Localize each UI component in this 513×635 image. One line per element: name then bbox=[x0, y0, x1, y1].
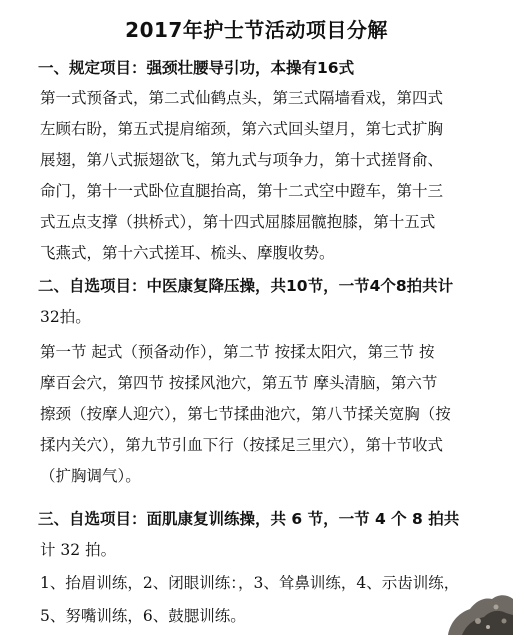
section-3-heading: 三、自选项目：面肌康复训练操，共 6 节，一节 4 个 8 拍共 bbox=[38, 510, 460, 528]
section-1-line-3: 展翅，第八式振翅欲飞，第九式与项争力，第十式搓肾俞、 bbox=[40, 151, 444, 169]
section-2-line-5: （扩胸调气）。 bbox=[40, 467, 141, 485]
section-2-line-2: 摩百会穴，第四节 按揉风池穴，第五节 摩头清脑，第六节 bbox=[40, 374, 438, 392]
section-3-line-1: 1、抬眉训练，2、闭眼训练：，3、耸鼻训练，4、示齿训练， bbox=[40, 574, 460, 592]
section-3-line-2: 5、努嘴训练，6、鼓腮训练。 bbox=[40, 607, 246, 625]
section-1-line-2: 左顾右盼，第五式提肩缩颈，第六式回头望月，第七式扩胸 bbox=[40, 120, 444, 138]
document-title: 2017年护士节活动项目分解 bbox=[125, 18, 388, 42]
section-2-heading: 二、自选项目：中医康复降压操，共10节，一节4个8拍共计 bbox=[38, 277, 454, 295]
section-1-line-4: 命门，第十一式卧位直腿抬高，第十二式空中蹬车，第十三 bbox=[40, 182, 444, 200]
section-1-heading: 一、规定项目：强颈壮腰导引功，本操有16式 bbox=[38, 59, 355, 77]
section-1-line-6: 飞燕式，第十六式搓耳、梳头、摩腹收势。 bbox=[40, 244, 335, 262]
section-1-line-5: 式五点支撑（拱桥式），第十四式屈膝屈髋抱膝，第十五式 bbox=[40, 213, 436, 231]
section-2-line-3: 擦颈（按摩人迎穴），第七节揉曲池穴，第八节揉关宽胸（按 bbox=[40, 405, 451, 423]
section-2-heading-cont: 32拍。 bbox=[40, 308, 91, 326]
section-1-line-1: 第一式预备式，第二式仙鹤点头，第三式隔墙看戏，第四式 bbox=[40, 89, 444, 107]
section-2-line-4: 揉内关穴），第九节引血下行（按揉足三里穴），第十节收式 bbox=[40, 436, 444, 454]
section-3-heading-cont: 计 32 拍。 bbox=[40, 541, 117, 559]
section-2-line-1: 第一节 起式（预备动作），第二节 按揉太阳穴，第三节 按 bbox=[40, 343, 435, 361]
corner-decoration bbox=[418, 575, 513, 635]
